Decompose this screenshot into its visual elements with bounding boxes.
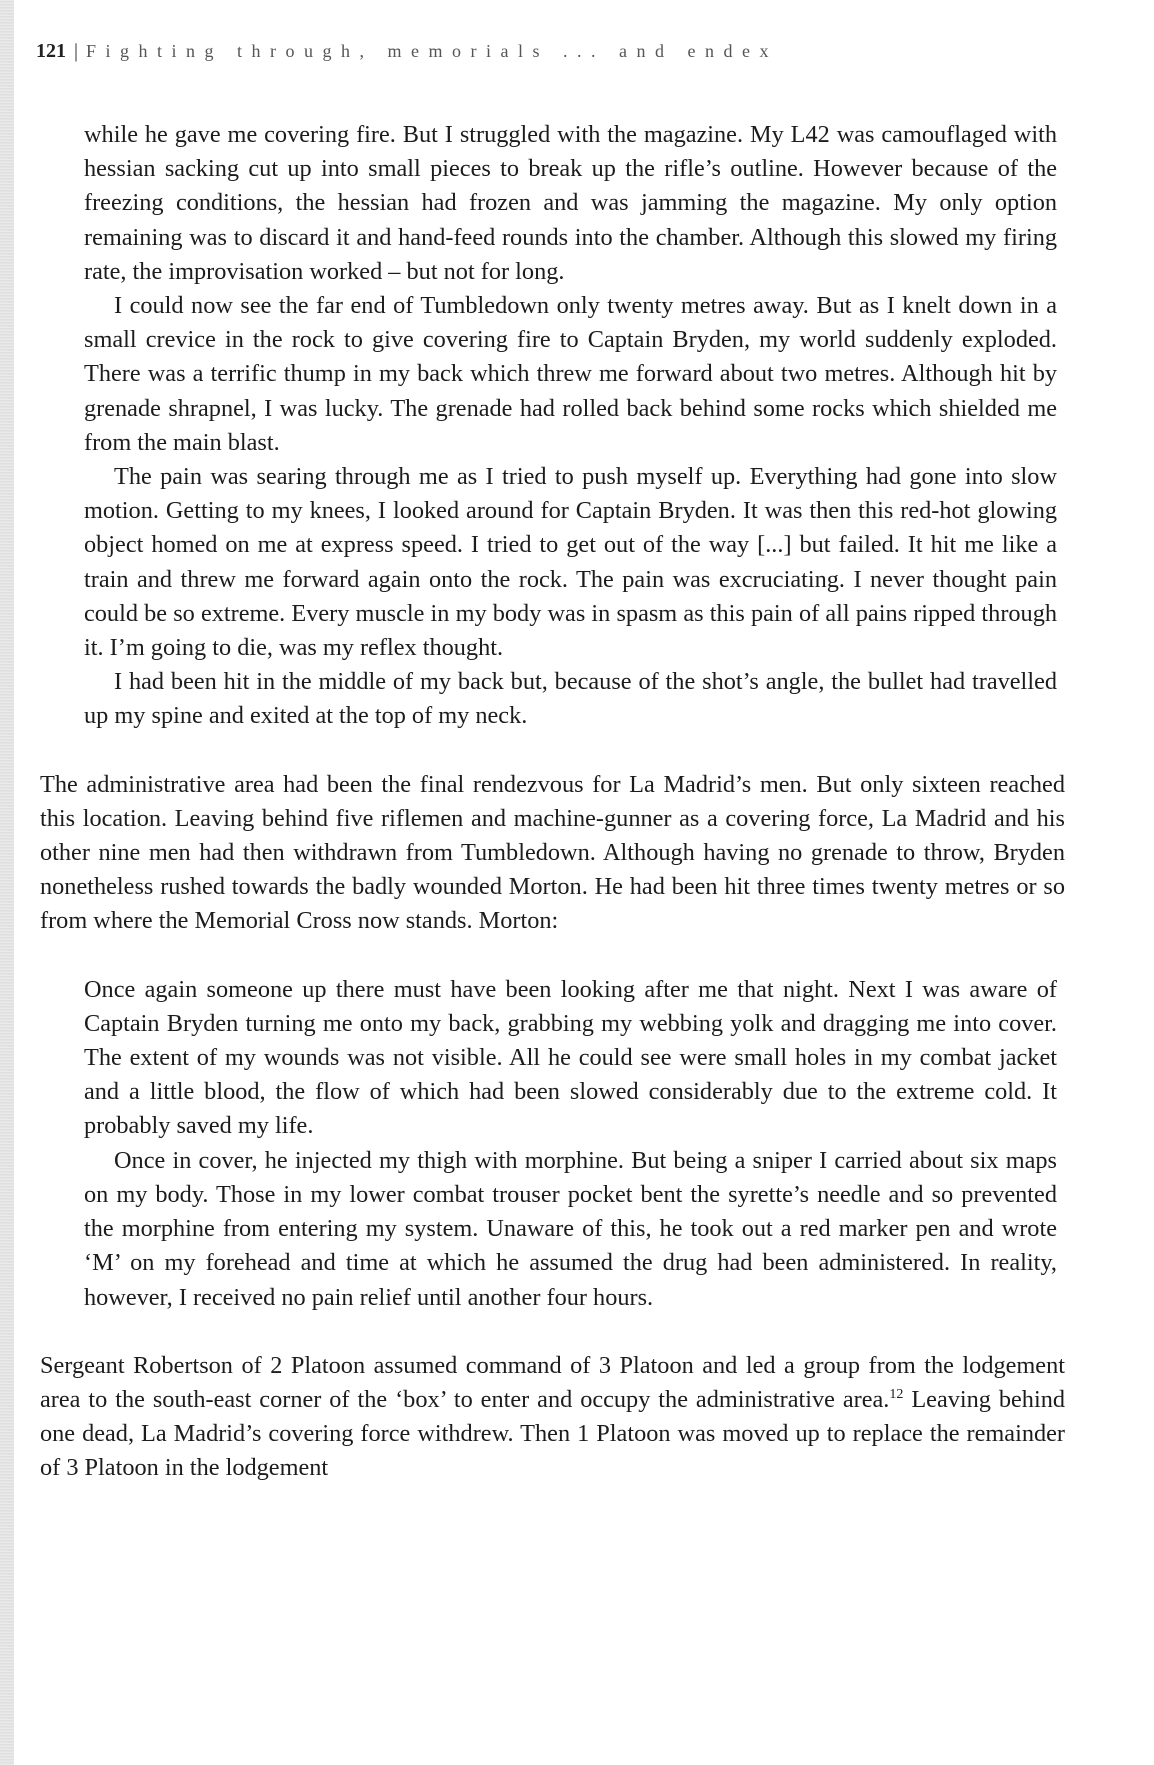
quote-paragraph: Once again someone up there must have been looking after me that night. Next I was aware of Captain Bryden turning me onto my back, grabbing my webbing yolk and dragging me into cover. The extent of my wounds was not visible. All he could see were small holes in my combat jacket and a little blood, the flow of which had been slowed considerably due to the extreme cold. It probably saved my life. [84, 975, 1057, 1140]
quote-paragraph: while he gave me covering fire. But I struggled with the magazine. My L42 was camouflaged with hessian sacking cut up into small pieces to break up the rifle’s outline. However because of the freezing conditions, the hessian had frozen and was jamming the magazine. My only option remaining was to discard it and hand-feed rounds into the chamber. Although this slowed my firing rate, the improvisation worked – but not for long. [84, 121, 1057, 285]
body-text: Sergeant Robertson of 2 Platoon assumed command of 3 Platoon and led a group from the lodgement area to the south-east corner of the ‘box’ to enter and occupy the administrative area. [40, 1351, 1065, 1413]
quote-paragraph: I could now see the far end of Tumbledown only twenty metres away. But as I knelt down in a small crevice in the rock to give covering fire to Captain Bryden, my world suddenly exploded. There was a terrific thump in my back which threw me forward about two metres. Although hit by grenade shrapnel, I was lucky. The grenade had rolled back behind some rocks which shielded me from the main blast. [84, 292, 1057, 456]
scan-edge-strip [0, 0, 14, 1765]
block-quote-morton [40, 973, 1065, 1315]
running-title: Fighting through, memorials ... and endex [86, 41, 778, 61]
header-separator: | [74, 40, 79, 62]
quote-paragraph: I had been hit in the middle of my back but, because of the shot’s angle, the bullet had travelled up my spine and exited at the top of my neck. [84, 668, 1057, 730]
page-body [40, 118, 1065, 1486]
body-paragraph [40, 1349, 1065, 1486]
quote-paragraph: The pain was searing through me as I tried to push myself up. Everything had gone into slow motion. Getting to my knees, I looked around for Captain Bryden. It was then this red-hot glowing object homed on me at express speed. I tried to get out of the way [...] but failed. It hit me like a train and threw me forward again onto the rock. The pain was excruciating. I never thought pain could be so extreme. Every muscle in my body was in spasm as this pain of all pains ripped through it. I’m going to die, was my reflex thought. [84, 463, 1057, 662]
quote-paragraph: Once in cover, he injected my thigh with morphine. But being a sniper I carried about six maps on my body. Those in my lower combat trouser pocket bent the syrette’s needle and so prevented the morphine from entering my system. Unaware of this, he took out a red marker pen and wrote ‘M’ on my forehead and time at which he assumed the drug had been administered. In reality, however, I received no pain relief until another four hours. [84, 1146, 1057, 1311]
body-text: Leaving behind one dead, La Madrid’s covering force withdrew. Then 1 Platoon was moved up to replace the remainder of 3 Platoon in the lodgement [40, 1385, 1065, 1482]
block-quote-sniper-account [40, 118, 1065, 734]
footnote-reference[interactable]: 12 [889, 1386, 904, 1402]
page-number: 121 [36, 40, 66, 62]
body-paragraph: The administrative area had been the final rendezvous for La Madrid’s men. But only sixteen reached this location. Leaving behind five riflemen and machine-gunner as a covering force, La Madrid and his other nine men had then withdrawn from Tumbledown. Although having no grenade to throw, Bryden nonetheless rushed towards the badly wounded Morton. He had been hit three times twenty metres or so from where the Memorial Cross now stands. Morton: [40, 770, 1065, 935]
page-header [36, 40, 778, 80]
